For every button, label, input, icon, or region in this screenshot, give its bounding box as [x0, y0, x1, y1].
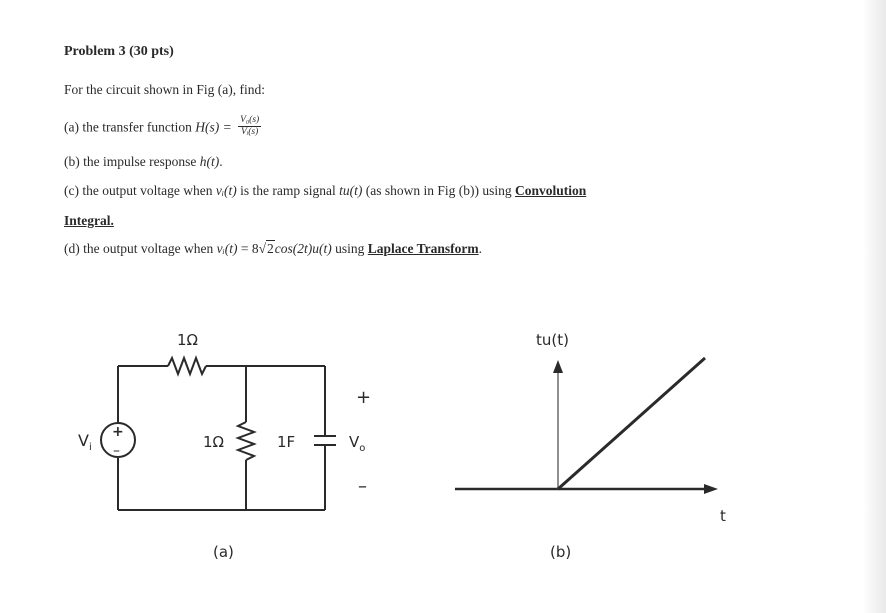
- series-resistor-label: 1Ω: [177, 331, 199, 349]
- input-voltage-expr-d: vᵢ(t): [216, 241, 238, 256]
- part-d-prefix: (d) the output voltage when: [64, 241, 217, 256]
- fraction-numerator: V₀(s): [240, 115, 260, 125]
- source-plus-sign: +: [112, 424, 124, 440]
- output-voltage-label: $V_o$: [349, 433, 366, 454]
- y-axis-label: tu(t): [536, 331, 569, 349]
- x-axis-arrowhead: [704, 484, 718, 494]
- x-axis-label: t: [720, 507, 726, 525]
- source-minus-sign: –: [113, 443, 120, 459]
- shunt-resistor-label: 1Ω: [203, 433, 225, 451]
- transfer-function-lhs: H(s) =: [195, 119, 236, 135]
- output-plus-sign: +: [356, 387, 372, 408]
- ramp-plot: [455, 358, 718, 494]
- sqrt-radicand: 2: [267, 241, 274, 256]
- impulse-response-expr: h(t): [199, 154, 220, 169]
- figure-a-caption: (a): [213, 543, 234, 561]
- equals-eight: = 8: [237, 241, 259, 256]
- fraction-denominator: Vᵢ(s): [240, 127, 259, 137]
- convolution-link: Convolution: [514, 183, 587, 198]
- laplace-link: Laplace Transform: [367, 241, 479, 256]
- input-voltage-label: $V_i$: [78, 431, 92, 453]
- output-minus-sign: –: [358, 476, 367, 497]
- part-d-mid: using: [331, 241, 368, 256]
- ramp-expr: tu(t): [339, 183, 363, 198]
- integral-link: Integral.: [64, 213, 114, 228]
- input-voltage-expr: vᵢ(t): [215, 183, 237, 198]
- ramp-line: [558, 358, 705, 489]
- sqrt-two: √2: [258, 241, 274, 256]
- part-c-mid: is the ramp signal: [236, 183, 340, 198]
- part-a-prefix: (a) the transfer function: [64, 119, 196, 135]
- problem-title: Problem 3 (30 pts): [64, 44, 174, 59]
- part-d-suffix: .: [478, 241, 483, 256]
- part-c-prefix: (c) the output voltage when: [64, 183, 216, 198]
- shunt-resistor-symbol: [238, 422, 254, 460]
- capacitor-label: 1F: [277, 433, 296, 451]
- y-axis-arrowhead: [553, 360, 563, 373]
- part-b-suffix: .: [219, 154, 223, 169]
- part-c-suffix: (as shown in Fig (b)) using: [362, 183, 515, 198]
- series-resistor-symbol: [168, 358, 206, 374]
- figure-b-caption: (b): [550, 543, 572, 561]
- part-b-prefix: (b) the impulse response: [64, 154, 200, 169]
- intro-text: For the circuit shown in Fig (a), find:: [64, 82, 265, 97]
- cosine-expr: cos(2t)u(t): [274, 241, 332, 256]
